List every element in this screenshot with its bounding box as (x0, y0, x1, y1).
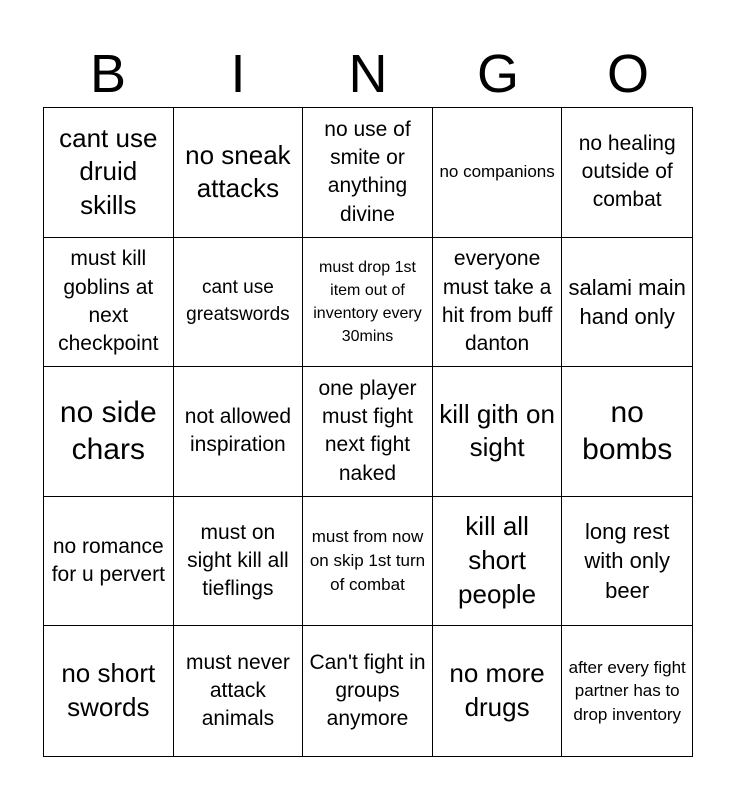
bingo-cell[interactable] (562, 367, 692, 497)
bingo-cell[interactable] (433, 108, 563, 238)
cell-text: no romance for u pervert (51, 534, 165, 587)
bingo-cell[interactable] (44, 238, 174, 368)
bingo-cell[interactable] (562, 238, 692, 368)
cell-text: not allowed inspiration (184, 405, 292, 457)
cell-text: salami main hand only (568, 274, 686, 329)
header-letter-b: B (89, 44, 127, 104)
cell-text: must drop 1st item out of inventory every 30mins (313, 258, 422, 346)
bingo-cell[interactable] (44, 108, 174, 238)
cell-text: no healing outside of combat (578, 131, 676, 212)
header-letter-o: O (606, 44, 649, 104)
bingo-cell[interactable] (44, 626, 174, 756)
cell-text: cant use druid skills (59, 122, 158, 221)
bingo-cell[interactable] (174, 497, 304, 627)
header-letter-i: I (230, 44, 246, 104)
header-letter-n: N (348, 44, 388, 104)
cell-text: after every fight partner has to drop inventory (568, 657, 686, 725)
bingo-cell[interactable] (303, 238, 433, 368)
bingo-cell[interactable] (433, 497, 563, 627)
bingo-cell[interactable] (562, 626, 692, 756)
cell-text: must on sight kill all tieflings (187, 520, 289, 601)
cell-text: must kill goblins at next checkpoint (58, 247, 159, 356)
cell-text: long rest with only beer (584, 519, 670, 603)
bingo-cell[interactable] (433, 238, 563, 368)
cell-text: kill gith on sight (439, 398, 555, 463)
cell-text: no sneak attacks (185, 139, 291, 204)
bingo-cell[interactable] (303, 497, 433, 627)
header-letter-g: G (476, 44, 519, 104)
bingo-cell[interactable] (303, 108, 433, 238)
cell-text: cant use greatswords (186, 277, 290, 325)
bingo-cell[interactable] (562, 108, 692, 238)
cell-text: one player must fight next fight naked (318, 376, 417, 485)
bingo-cell[interactable] (433, 626, 563, 756)
bingo-cell[interactable] (303, 367, 433, 497)
cell-text: no more drugs (449, 658, 545, 723)
bingo-board (43, 107, 693, 757)
bingo-header (43, 40, 693, 108)
cell-text: kill all short people (458, 511, 537, 609)
cell-text: must from now on skip 1st turn of combat (309, 527, 426, 594)
bingo-cell[interactable] (44, 497, 174, 627)
cell-text: no companions (439, 162, 555, 182)
cell-text: Can't fight in groups anymore (309, 650, 426, 731)
cell-text: no bombs (582, 395, 673, 467)
cell-text: no short swords (61, 658, 156, 723)
bingo-cell[interactable] (44, 367, 174, 497)
bingo-cell[interactable] (174, 367, 304, 497)
bingo-cell[interactable] (174, 626, 304, 756)
bingo-cell[interactable] (562, 497, 692, 627)
cell-text: everyone must take a hit from buff danton (441, 247, 553, 356)
cell-text: no side chars (59, 395, 157, 467)
bingo-cell[interactable] (303, 626, 433, 756)
cell-text: no use of smite or anything divine (324, 117, 411, 226)
cell-text: must never attack animals (185, 650, 290, 731)
bingo-cell[interactable] (433, 367, 563, 497)
bingo-cell[interactable] (174, 108, 304, 238)
bingo-cell[interactable] (174, 238, 304, 368)
